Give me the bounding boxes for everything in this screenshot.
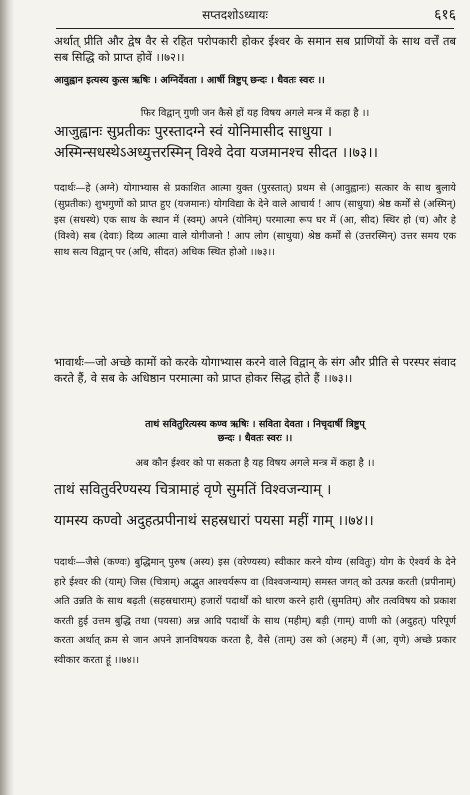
mantra-line-2: यामस्य कण्वो अदुहत्प्रपीनाथं सहस्रधारां पयसा महीं गाम् ।।७४।। (54, 513, 374, 529)
mantra-line-1: ताथं सवितुर्वरेण्यस्य चित्रामाहं वृणे सुमतिं विश्वजन्याम् । (54, 482, 332, 498)
rishi-devata-line: आवुह्वान इत्यस्य कुत्स ऋषिः । अग्निर्देवता । आर्षी त्रिष्टुप् छन्दः । धैवतः स्वरः ।। (54, 75, 325, 86)
verse-73-meta (54, 74, 456, 88)
running-header (0, 6, 470, 28)
page-spine-shadow (0, 0, 14, 795)
verse-73-padartha (54, 181, 456, 261)
chapter-title: सप्तदशोऽध्यायः (202, 8, 268, 22)
verse-74-meta (54, 418, 456, 446)
mantra-line-1: आजुह्वानः सुप्रतीकः पुरस्तादग्ने स्वं योनिमासीद साधुया । (54, 124, 333, 140)
verse-74-padartha (54, 553, 456, 670)
gist-paragraph: भावार्थः—जो अच्छे कामों को करके योगाभ्यास करने वाले विद्वान् के संग और प्रीति से परस्पर संवाद करते हैं, वे सब के अधिष्ठान परमात्मा को प्राप्त होकर सिद्ध होते हैं ।।७३।। (54, 355, 456, 385)
verse-73-intro (54, 105, 456, 119)
header-rule (56, 28, 454, 29)
rishi-devata-line: ताथं सवितुरित्यस्य कण्व ऋषिः । सविता देवता । निचृदार्षी त्रिष्टुप् (145, 419, 365, 430)
verse-74-mantra (54, 480, 456, 532)
verse-intro: फिर विद्वान् गुणी जन कैसे हों यह विषय अगले मन्त्र में कहा है ।। (140, 108, 370, 119)
verse-intro: अब कौन ईश्वर को पा सकता है यह विषय अगले मन्त्र में कहा है ।। (135, 458, 375, 469)
page-number: ६१६ (434, 7, 456, 23)
previous-verse-ending (54, 34, 456, 65)
chhanda-svara-line: छन्दः । धैवतः स्वरः ।। (217, 433, 293, 444)
verse-73-bhavartha (54, 355, 456, 386)
verse-73-mantra (54, 122, 456, 164)
mantra-line-2: अस्मिन्सधस्थेऽअध्युत्तरस्मिन् विश्वे देवा यजमानश्च सीदत ।।७३।। (54, 145, 378, 161)
word-meaning-paragraph: पदार्थः—जैसे (कण्वः) बुद्धिमान् पुरुष (अस्य) इस (वरेण्यस्य) स्वीकार करने योग्य (सवितुः) योग के ऐश्वर्य के देने हारे ईश्वर की (याम्) जिस (चित्राम्) अद्भुत आश्चर्यरूप वा (विश्वजन्याम्) समस्त जगत् को उत्पन्न करती (प्रपीनाम्) अति उन्नति के साथ बढ़ती (सहस्रधाराम्) हजारों पदार्थों को धारण करने हारी (सुमतिम्) और तत्वविषय को प्रकाश करती हुई उत्तम बुद्धि तथा (पयसा) अन्न आदि पदार्थों के साथ (महीम्) बड़ी (गाम्) वाणी को (अदुहत्) परिपूर्ण करता अर्थात् क्रम से जान अपने ज्ञानविषयक करता है, वैसे (ताम्) उस को (अहम्) मैं (आ, वृणे) अच्छे प्रकार स्वीकार करता हूं ।।७४।। (54, 557, 456, 666)
paragraph: अर्थात् प्रीति और द्वेष वैर से रहित परोपकारी होकर ईश्वर के समान सब प्राणियों के साथ वर्त्तें तब सब सिद्धि को प्राप्त होवें ।।७२।। (54, 34, 456, 64)
word-meaning-paragraph: पदार्थः—हे (अग्ने) योगाभ्यास से प्रकाशित आत्मा युक्त (पुरस्तात्) प्रथम से (आवुह्वानः) सत्कार के साथ बुलाये (सुप्रतीकः) शुभगुणों को प्राप्त हुए (यजमानः) योगविद्या के देने वाले आचार्य ! आप (साधुया) श्रेष्ठ कर्मों से (अस्मिन्) इस (सधस्थे) एक साथ के स्थान में (स्वम्) अपने (योनिम्) परमात्मा रूप घर में (आ, सीद) स्थिर हो (च) और हे (विश्वे) सब (देवाः) दिव्य आत्मा वाले योगीजनो ! आप लोग (साधुया) श्रेष्ठ कर्मों से (उत्तरस्मिन्) उत्तर समय एक साथ सत्य विद्वान् पर (अधि, सीदत) अधिक स्थित होओ ।।७३।। (54, 183, 456, 258)
verse-74-intro (54, 455, 456, 469)
